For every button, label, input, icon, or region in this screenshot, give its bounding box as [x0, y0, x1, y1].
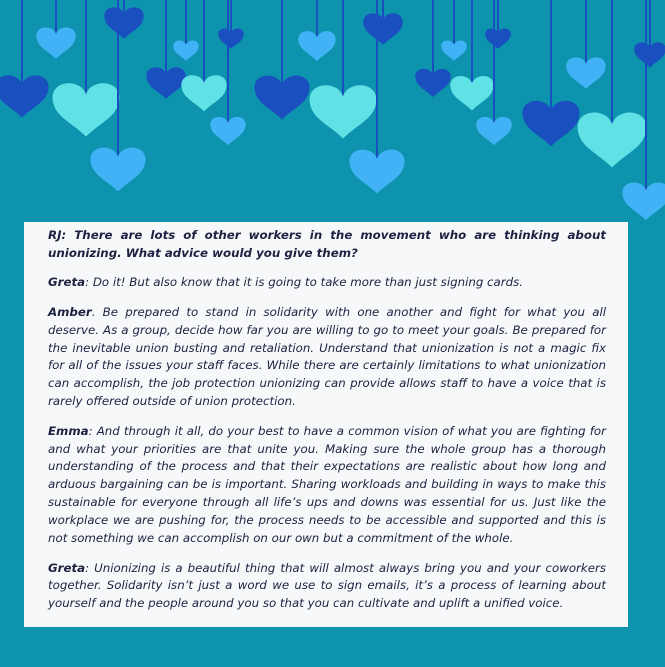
- interview-card: [24, 222, 628, 627]
- speaker-name: Greta: [48, 275, 86, 290]
- heart-icon: [0, 75, 49, 117]
- answer-paragraph-greta-2: [48, 560, 606, 614]
- question-text: RJ: There are lots of other workers in the movement who are thinking about unionizing. What advice would you give them?: [48, 228, 606, 260]
- hanging-hearts-decoration: [0, 0, 665, 240]
- speaker-name: Greta: [48, 560, 86, 575]
- answer-paragraph-emma: [48, 423, 606, 548]
- answer-paragraph-amber: [48, 304, 606, 411]
- answer-text: : And through it all, do your best to have a common vision of what you are fighting for and what your priorities are that unite you. Making sure the whole group has a thorough understanding of the process and that their expectations are realistic about how long and arduous bargaining can be is important. Sharing workloads and building in ways to make this sustainable for everyone through all life’s ups and downs was essential for us. Just like the workplace we are pushing for, the process needs to be accessible and supported and this is not something we can accomplish on our own but a commitment of the whole.: [48, 423, 606, 546]
- speaker-name: Emma: [48, 423, 89, 438]
- answer-text: . Be prepared to stand in solidarity with one another and fight for what you all deserve. As a group, decide how far you are willing to go to meet your goals. Be prepared for the inevitable union busting and retaliation. Understand that unionization is not a magic fix for all of the issues your staff faces. While there are certainly limitations to what unionization can accomplish, the job protection unionizing can provide allows staff to have a voice that is rarely offered outside of union protection.: [48, 304, 606, 409]
- answer-text: : Unionizing is a beautiful thing that will almost always bring you and your coworkers together. Solidarity isn’t just a word we use to sign emails, it’s a process of learning about yourself and the people around you so that you can cultivate and uplift a unified voice.: [48, 560, 606, 611]
- speaker-name: Amber: [48, 304, 92, 319]
- answer-text: : Do it! But also know that it is going to take more than just signing cards.: [85, 275, 524, 290]
- question-paragraph: [48, 227, 606, 263]
- answer-paragraph-greta-1: [48, 274, 606, 292]
- heart-icon: [622, 183, 665, 221]
